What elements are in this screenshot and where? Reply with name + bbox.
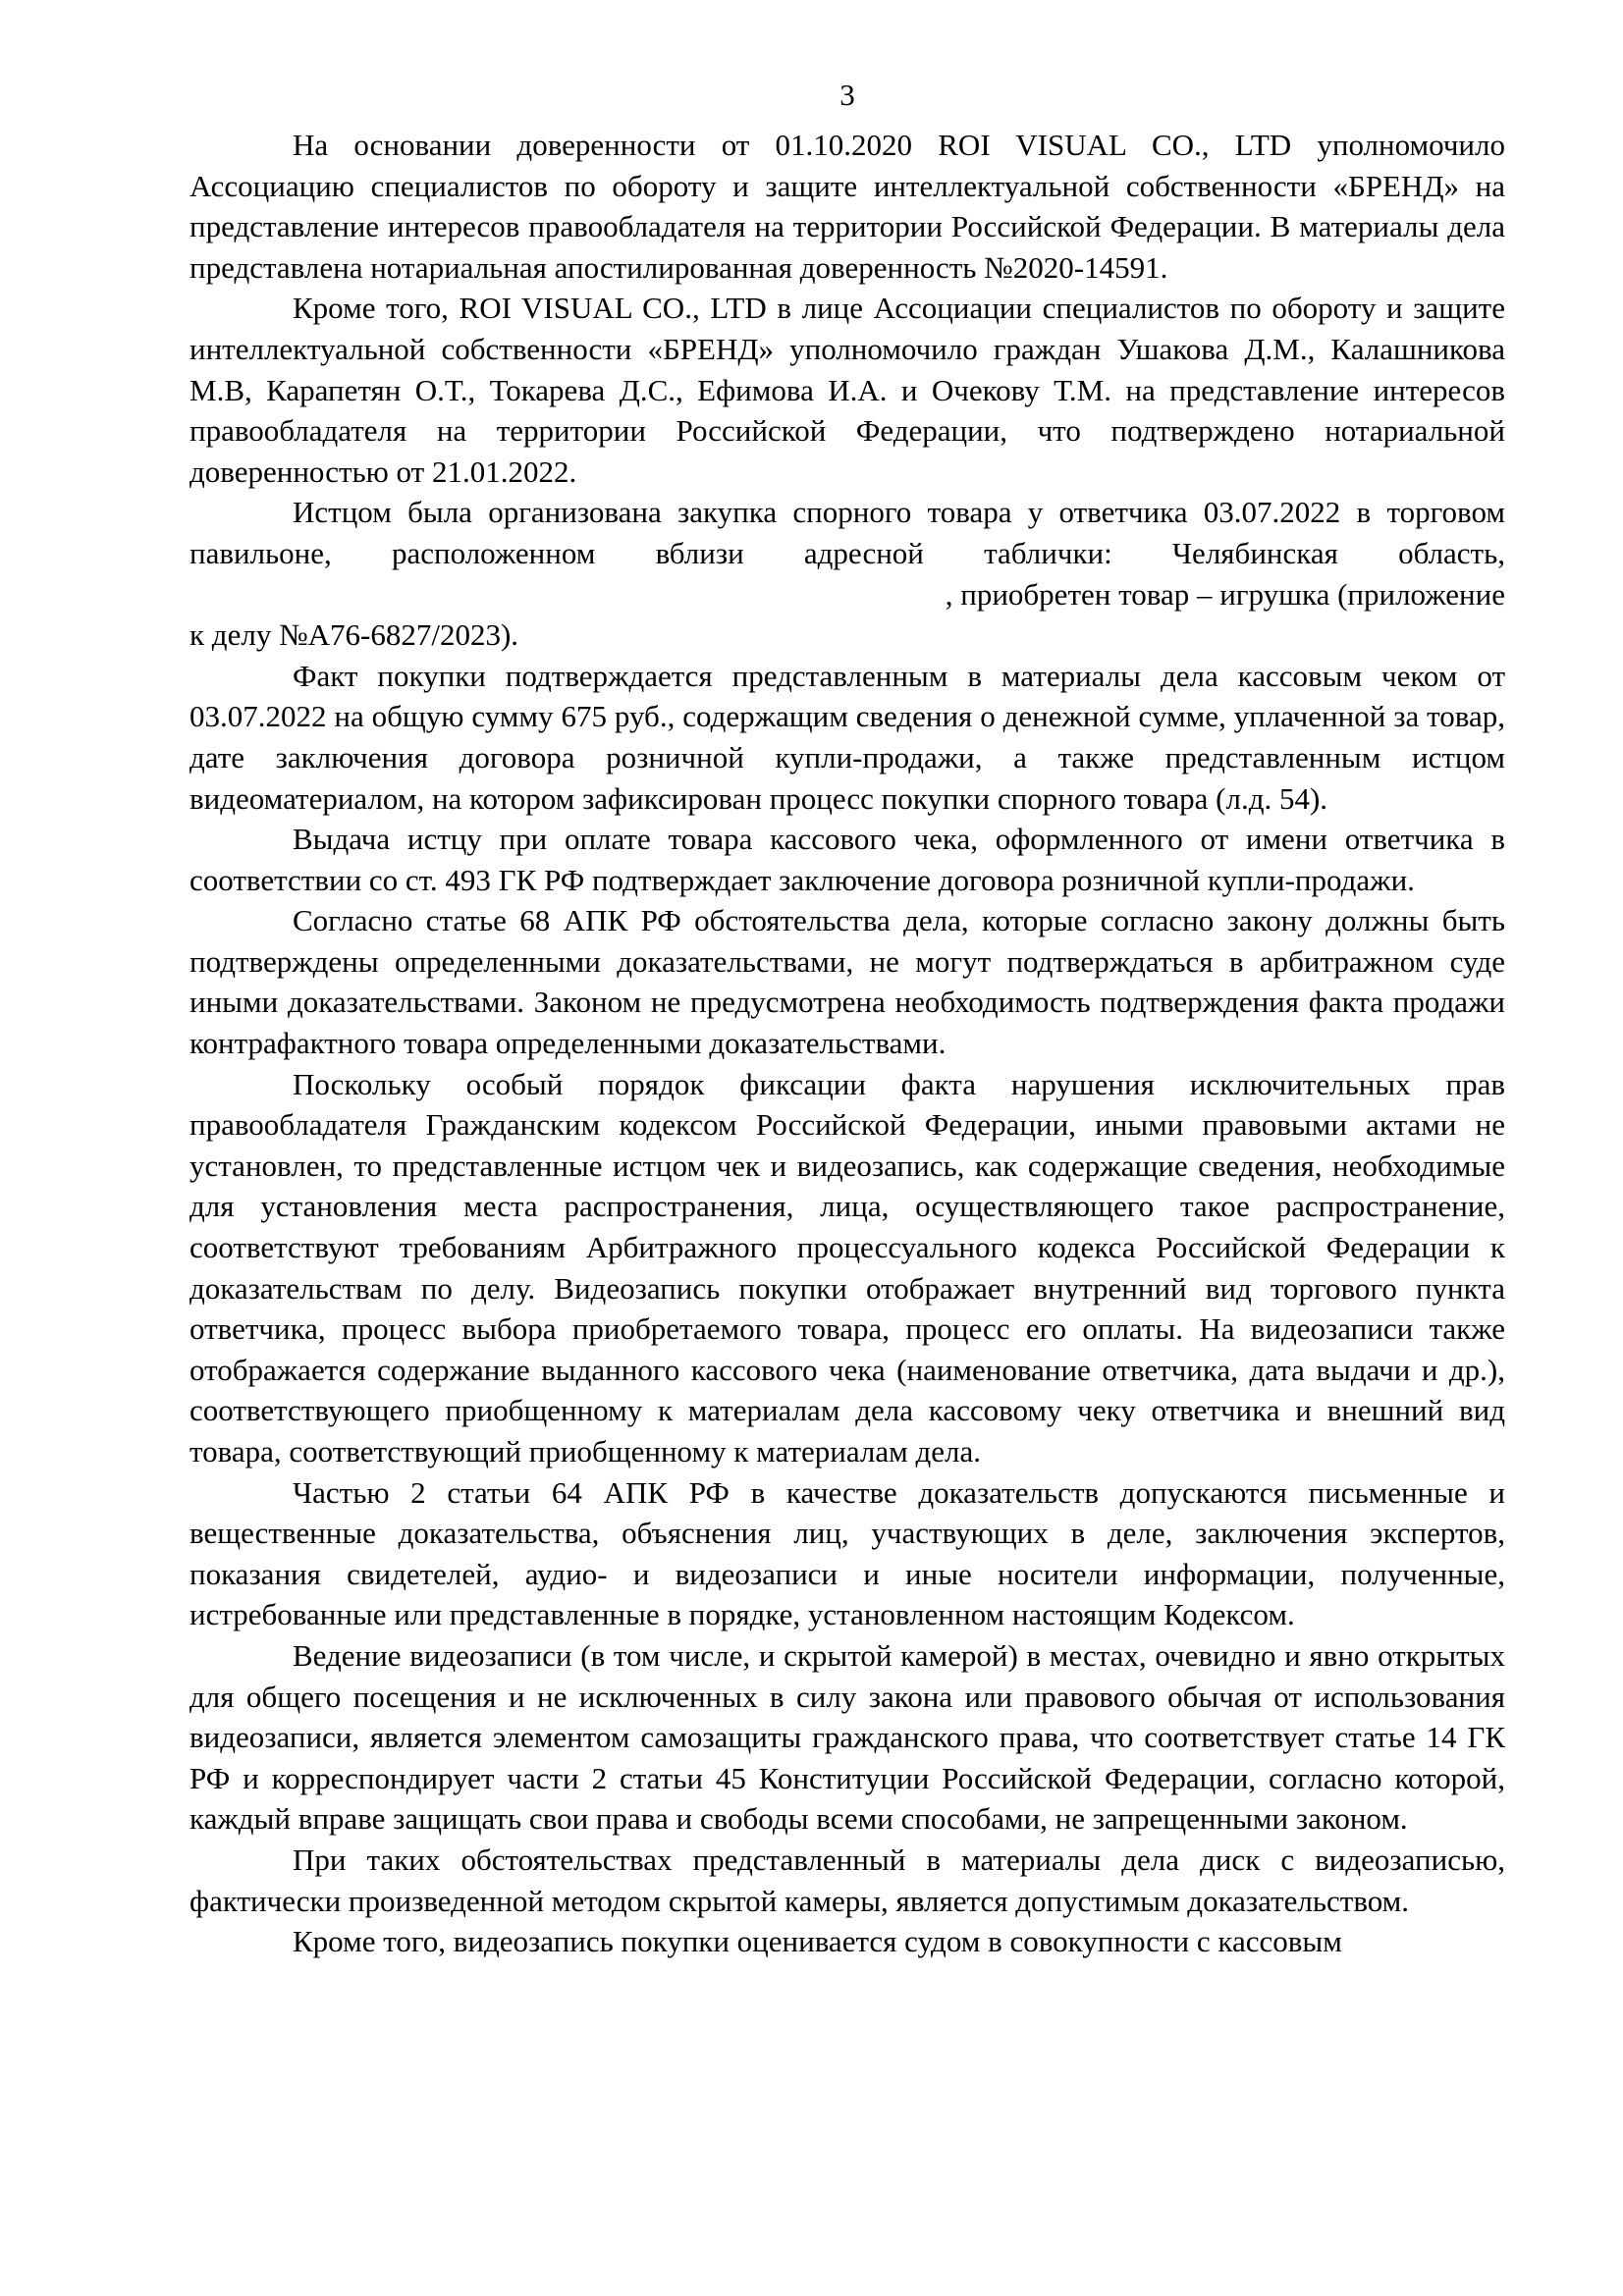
paragraph: При таких обстоятельствах представленный в материалы дела диск с видеозаписью, фактически произведенной методом скрытой камеры, является допустимым доказательством.: [189, 1842, 1505, 1918]
paragraph: Факт покупки подтверждается представленным в материалы дела кассовым чеком от 03.07.2022 на общую сумму 675 руб., содержащим сведения о денежной сумме, уплаченной за товар, дате заключения договора розничной купли-продажи, а также представленным истцом видеоматериалом, на котором зафиксирован процесс покупки спорного товара (л.д. 54).: [189, 658, 1505, 816]
document-body: [189, 125, 1505, 1962]
paragraph-intro: Истцом была организована закупка спорного товара у ответчика 03.07.2022 в торговом павильоне, расположенном вблизи адресной таблички: Челябинская область,: [189, 495, 1505, 570]
paragraph: Ведение видеозаписи (в том числе, и скрытой камерой) в местах, очевидно и явно открытых для общего посещения и не исключенных в силу закона или правового обычая от использования видеозаписи, является элементом самозащиты гражданского права, что соответствует статье 14 ГК РФ и корреспондирует части 2 статьи 45 Конституции Российской Федерации, согласно которой, каждый вправе защищать свои права и свободы всеми способами, не запрещенными законом.: [189, 1637, 1505, 1837]
paragraph: Частью 2 статьи 64 АПК РФ в качестве доказательств допускаются письменные и вещественные доказательства, объяснения лиц, участвующих в деле, заключения экспертов, показания свидетелей, аудио- и видеозаписи и иные носители информации, полученные, истребованные или представленные в порядке, установленном настоящим Кодексом.: [189, 1474, 1505, 1632]
paragraph: Согласно статье 68 АПК РФ обстоятельства дела, которые согласно закону должны быть подтверждены определенными доказательствами, не могут подтверждаться в арбитражном суде иными доказательствами. Законом не предусмотрена необходимость подтверждения факта продажи контрафактного товара определенными доказательствами.: [189, 903, 1505, 1061]
paragraph: Выдача истцу при оплате товара кассового чека, оформленного от имени ответчика в соответствии со ст. 493 ГК РФ подтверждает заключение договора розничной купли-продажи.: [189, 822, 1505, 897]
paragraph: Кроме того, видеозапись покупки оценивается судом в совокупности с кассовым: [293, 1924, 1342, 1959]
paragraph: На основании доверенности от 01.10.2020 ROI VISUAL CO., LTD уполномочило Ассоциацию специалистов по обороту и защите интеллектуальной собственности «БРЕНД» на представление интересов правообладателя на территории Российской Федерации. В материалы дела представлена нотариальная апостилированная доверенность №2020-14591.: [189, 128, 1505, 285]
page-number: 3: [839, 78, 855, 112]
redacted-address-line: , приобретен товар – игрушка (приложение: [945, 576, 1505, 612]
paragraph-closing: к делу №А76-6827/2023).: [189, 617, 519, 653]
paragraph: Поскольку особый порядок фиксации факта нарушения исключительных прав правообладателя Гражданским кодексом Российской Федерации, иными правовыми актами не установлен, то представленные истцом чек и видеозапись, как содержащие сведения, необходимые для установления места распространения, лица, осуществляющего такое распространение, соответствуют требованиям Арбитражного процессуального кодекса Российской Федерации к доказательствам по делу. Видеозапись покупки отображает внутренний вид торгового пункта ответчика, процесс выбора приобретаемого товара, процесс его оплаты. На видеозаписи также отображается содержание выданного кассового чека (наименование ответчика, дата выдачи и др.), соответствующего приобщенному к материалам дела кассовому чеку ответчика и внешний вид товара, соответствующий приобщенному к материалам дела.: [189, 1066, 1505, 1468]
paragraph: Кроме того, ROI VISUAL CO., LTD в лице Ассоциации специалистов по обороту и защите интеллектуальной собственности «БРЕНД» уполномочило граждан Ушакова Д.М., Калашникова М.В, Карапетян О.Т., Токарева Д.С., Ефимова И.А. и Очекову Т.М. на представление интересов правообладателя на территории Российской Федерации, что подтверждено нотариальной доверенностью от 21.01.2022.: [189, 291, 1505, 489]
